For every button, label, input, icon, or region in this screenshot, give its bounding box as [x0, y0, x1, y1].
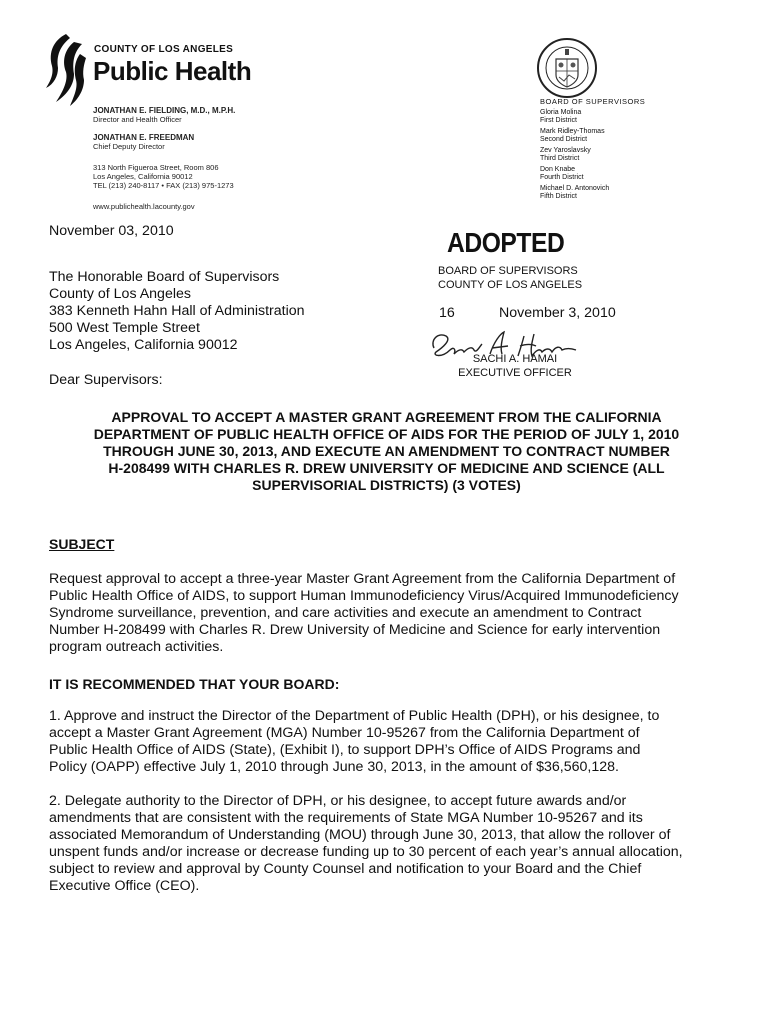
board-header: BOARD OF SUPERVISORS [540, 97, 646, 106]
adopted-board-lines [438, 264, 582, 292]
board-member [540, 109, 670, 125]
address-line: 313 North Figueroa Street, Room 806 [93, 163, 219, 172]
title-line: APPROVAL TO ACCEPT A MASTER GRANT AGREEMENT FROM THE CALIFORNIA [111, 409, 662, 425]
subject-heading: SUBJECT [49, 536, 115, 552]
adopted-line: COUNTY OF LOS ANGELES [438, 279, 583, 291]
paragraph-line: accept a Master Grant Agreement (MGA) Number 10-95267 from the California Department of [49, 725, 640, 741]
paragraph-line: Public Health Office of AIDS (State), (Exhibit I), to support DPH’s Office of AIDS Programs and [49, 742, 641, 758]
website: www.publichealth.lacounty.gov [93, 202, 195, 211]
member-name: Gloria Molina [540, 109, 582, 116]
org-name-large: Public Health [93, 56, 252, 86]
paragraph-line: 1. Approve and instruct the Director of the Department of Public Health (DPH), or his designee, to [49, 708, 660, 724]
addressee-block [49, 269, 305, 354]
director-block [93, 106, 235, 124]
title-line: SUPERVISORIAL DISTRICTS) (3 VOTES) [252, 477, 521, 493]
board-member [540, 128, 670, 144]
adopted-item-number: 16 [439, 305, 455, 321]
recommendation-item-1 [49, 708, 729, 776]
paragraph-line: Executive Office (CEO). [49, 878, 200, 894]
member-district: Third District [540, 155, 580, 162]
member-district: Second District [540, 136, 588, 143]
paragraph-line: Number H-208499 with Charles R. Drew University of Medicine and Science for early intervention [49, 622, 661, 638]
paragraph-line: program outreach activities. [49, 639, 224, 655]
board-member [540, 166, 670, 182]
signer-block [455, 352, 575, 380]
subject-paragraph [49, 571, 729, 656]
board-member [540, 185, 670, 201]
paragraph-line: unspent funds and/or increase or decrease funding up to 30 percent of each year’s annual allocation, [49, 844, 683, 860]
county-seal-icon [536, 37, 598, 99]
signer-name: SACHI A. HAMAI [472, 353, 558, 365]
paragraph-line: Request approval to accept a three-year Master Grant Agreement from the California Department of [49, 571, 676, 587]
board-member [540, 147, 670, 163]
member-name: Mark Ridley-Thomas [540, 128, 605, 135]
deputy-name: JONATHAN E. FREEDMAN [93, 133, 195, 142]
phone-fax: TEL (213) 240-8117 • FAX (213) 975-1273 [93, 181, 234, 190]
board-of-supervisors-list [540, 97, 670, 204]
addressee-line: Los Angeles, California 90012 [49, 337, 238, 353]
letter-date: November 03, 2010 [49, 223, 174, 239]
adopted-date: November 3, 2010 [499, 305, 616, 321]
addressee-line: 383 Kenneth Hahn Hall of Administration [49, 303, 305, 319]
paragraph-line: Public Health Office of AIDS, to support Human Immunodeficiency Virus/Acquired Immunodeficiency [49, 588, 679, 604]
address-line: Los Angeles, California 90012 [93, 172, 193, 181]
addressee-line: County of Los Angeles [49, 286, 191, 302]
title-line: THROUGH JUNE 30, 2013, AND EXECUTE AN AMENDMENT TO CONTRACT NUMBER [103, 443, 670, 459]
salutation: Dear Supervisors: [49, 372, 163, 388]
letterhead-address [93, 163, 234, 190]
director-title: Director and Health Officer [93, 115, 182, 124]
member-name: Michael D. Antonovich [540, 185, 610, 192]
paragraph-line: associated Memorandum of Understanding (MOU) through June 30, 2013, that allow the rollover of [49, 827, 671, 843]
paragraph-line: amendments that are consistent with the requirements of State MGA Number 10-95267 and its [49, 810, 643, 826]
title-line: H-208499 WITH CHARLES R. DREW UNIVERSITY OF MEDICINE AND SCIENCE (ALL [108, 460, 665, 476]
title-line: DEPARTMENT OF PUBLIC HEALTH OFFICE OF AIDS FOR THE PERIOD OF JULY 1, 2010 [93, 426, 680, 442]
recommendation-item-2 [49, 793, 729, 895]
addressee-line: 500 West Temple Street [49, 320, 200, 336]
deputy-block [93, 133, 194, 151]
deputy-title: Chief Deputy Director [93, 142, 165, 151]
member-district: Fourth District [540, 174, 584, 181]
member-district: Fifth District [540, 193, 577, 200]
paragraph-line: Syndrome surveillance, prevention, and care activities and execute an amendment to Contract [49, 605, 642, 621]
letter-title [44, 409, 729, 494]
member-district: First District [540, 117, 577, 124]
paragraph-line: Policy (OAPP) effective July 1, 2010 through June 30, 2013, in the amount of $36,560,128. [49, 759, 619, 775]
adopted-stamp: ADOPTED [447, 227, 565, 258]
org-name-small: COUNTY OF LOS ANGELES [94, 44, 234, 55]
public-health-logo-icon [44, 32, 88, 108]
adopted-line: BOARD OF SUPERVISORS [438, 265, 578, 277]
member-name: Don Knabe [540, 166, 576, 173]
director-name: JONATHAN E. FIELDING, M.D., M.P.H. [93, 106, 236, 115]
signer-title: EXECUTIVE OFFICER [458, 367, 572, 379]
recommendation-heading: IT IS RECOMMENDED THAT YOUR BOARD: [49, 676, 340, 692]
member-name: Zev Yaroslavsky [540, 147, 591, 154]
paragraph-line: subject to review and approval by County Counsel and notification to your Board and the Chief [49, 861, 642, 877]
addressee-line: The Honorable Board of Supervisors [49, 269, 280, 285]
paragraph-line: 2. Delegate authority to the Director of DPH, or his designee, to accept future awards and/or [49, 793, 627, 809]
